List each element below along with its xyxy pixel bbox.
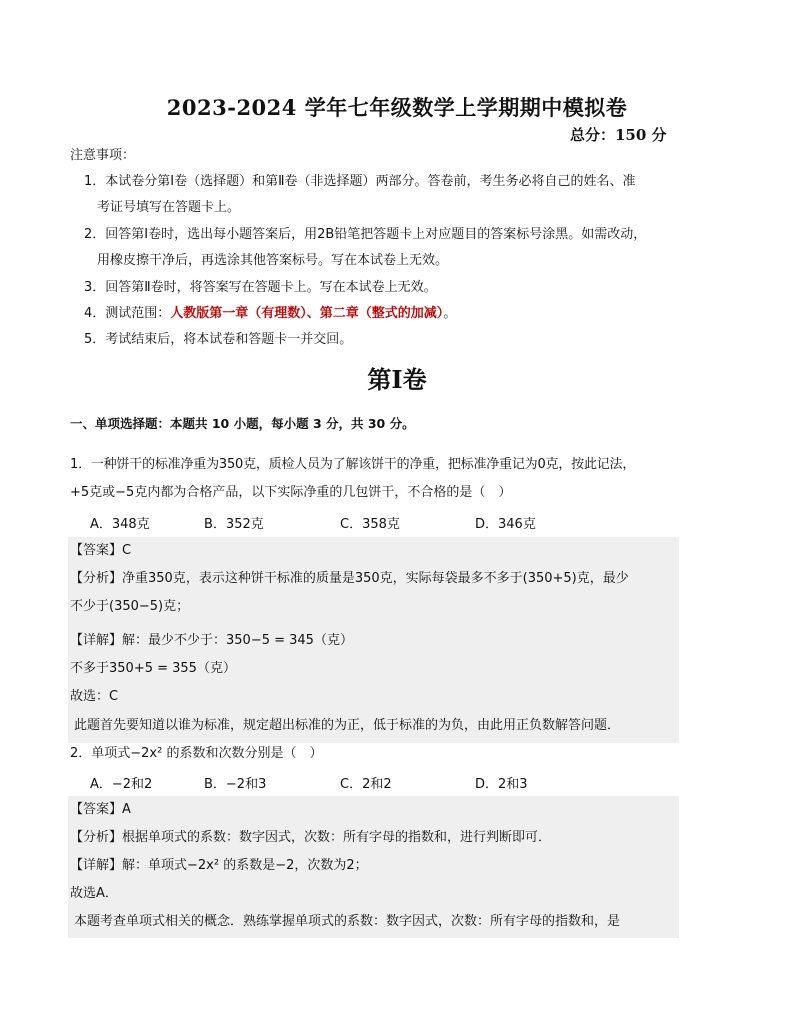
notice-heading: 注意事项： bbox=[70, 148, 136, 163]
notice-number: 3． bbox=[84, 280, 106, 295]
question-1-choice: 故选：C bbox=[70, 689, 119, 704]
notice-text: 回答第Ⅰ卷时，选出每小题答案后，用2B铅笔把答题卡上对应题目的答案标号涂黑。如需改动， bbox=[105, 227, 647, 242]
question-1-option-b: B．352克 bbox=[204, 517, 264, 532]
question-2-analysis: 【分析】根据单项式的系数：数字因式，次数：所有字母的指数和，进行判断即可． bbox=[70, 830, 552, 845]
question-2-stem: 2．单项式−2x² 的系数和次数分别是（ ） bbox=[70, 746, 323, 761]
question-1-answer: 【答案】C bbox=[70, 543, 132, 558]
notice-text: 本试卷分第Ⅰ卷（选择题）和第Ⅱ卷（非选择题）两部分。答卷前，考生务必将自己的姓名、准 bbox=[105, 174, 636, 189]
notice-text: 测试范围： bbox=[105, 306, 171, 321]
question-2-comment: 本题考查单项式相关的概念．熟练掌握单项式的系数：数字因式，次数：所有字母的指数和，是 bbox=[74, 914, 621, 929]
section-title: 第Ⅰ卷 bbox=[367, 365, 427, 394]
notice-item-2 bbox=[84, 226, 646, 244]
notice-item-5 bbox=[84, 331, 352, 349]
question-2-option-c: C．2和2 bbox=[340, 777, 392, 792]
notice-text: 考试结束后，将本试卷和答题卡一并交回。 bbox=[105, 332, 353, 347]
question-1-option-c: C．358克 bbox=[340, 517, 400, 532]
question-2-option-d: D．2和3 bbox=[475, 777, 528, 792]
notice-item-4 bbox=[84, 305, 456, 323]
notice-text: 。 bbox=[443, 306, 457, 321]
question-1-solution-block bbox=[68, 537, 679, 743]
question-2-solution-block bbox=[68, 796, 679, 938]
question-1-analysis: 【分析】净重350克，表示这种饼干标准的质量是350克，实际每袋最多不多于(350+5)克，最少 bbox=[70, 571, 629, 586]
question-1-detail-cont: 不多于350+5 = 355（克） bbox=[70, 661, 236, 676]
notice-text: 回答第Ⅱ卷时，将答案写在答题卡上。写在本试卷上无效。 bbox=[105, 280, 437, 295]
question-1-comment: 此题首先要知道以谁为标准，规定超出标准的为正，低于标准的为负，由此用正负数解答问题． bbox=[74, 718, 621, 733]
question-group-heading: 一、单项选择题：本题共 10 小题，每小题 3 分，共 30 分。 bbox=[70, 416, 415, 431]
test-scope: 人教版第一章（有理数）、第二章（整式的加减） bbox=[170, 306, 444, 321]
question-1-detail: 【详解】解：最少不少于：350−5 = 345（克） bbox=[70, 633, 353, 648]
question-1-analysis-cont: 不少于(350−5)克； bbox=[70, 599, 190, 614]
question-2-choice: 故选A． bbox=[70, 886, 118, 901]
notice-item-1-cont: 考证号填写在答题卡上。 bbox=[97, 200, 241, 215]
question-2-detail: 【详解】解：单项式−2x² 的系数是−2，次数为2； bbox=[70, 858, 368, 873]
question-1-option-d: D．346克 bbox=[475, 517, 536, 532]
question-1-stem: 1．一种饼干的标准净重为350克，质检人员为了解该饼干的净重，把标准净重记为0克，按此记法， bbox=[70, 457, 636, 472]
exam-title: 2023-2024 学年七年级数学上学期期中模拟卷 bbox=[166, 95, 628, 120]
notice-item-3 bbox=[84, 279, 437, 297]
notice-number: 4． bbox=[84, 306, 106, 321]
question-1-stem-cont: +5克或−5克内都为合格产品，以下实际净重的几包饼干，不合格的是（ ） bbox=[70, 485, 512, 500]
total-score: 总分：150 分 bbox=[570, 126, 667, 144]
notice-number: 5． bbox=[84, 332, 106, 347]
question-2-option-b: B．−2和3 bbox=[204, 777, 267, 792]
question-2-answer: 【答案】A bbox=[70, 802, 131, 817]
question-2-option-a: A．−2和2 bbox=[90, 777, 153, 792]
notice-item-2-cont: 用橡皮擦干净后，再选涂其他答案标号。写在本试卷上无效。 bbox=[97, 253, 449, 268]
question-1-option-a: A．348克 bbox=[90, 517, 150, 532]
notice-number: 2． bbox=[84, 227, 106, 242]
notice-item-1 bbox=[84, 173, 636, 191]
notice-number: 1． bbox=[84, 174, 106, 189]
